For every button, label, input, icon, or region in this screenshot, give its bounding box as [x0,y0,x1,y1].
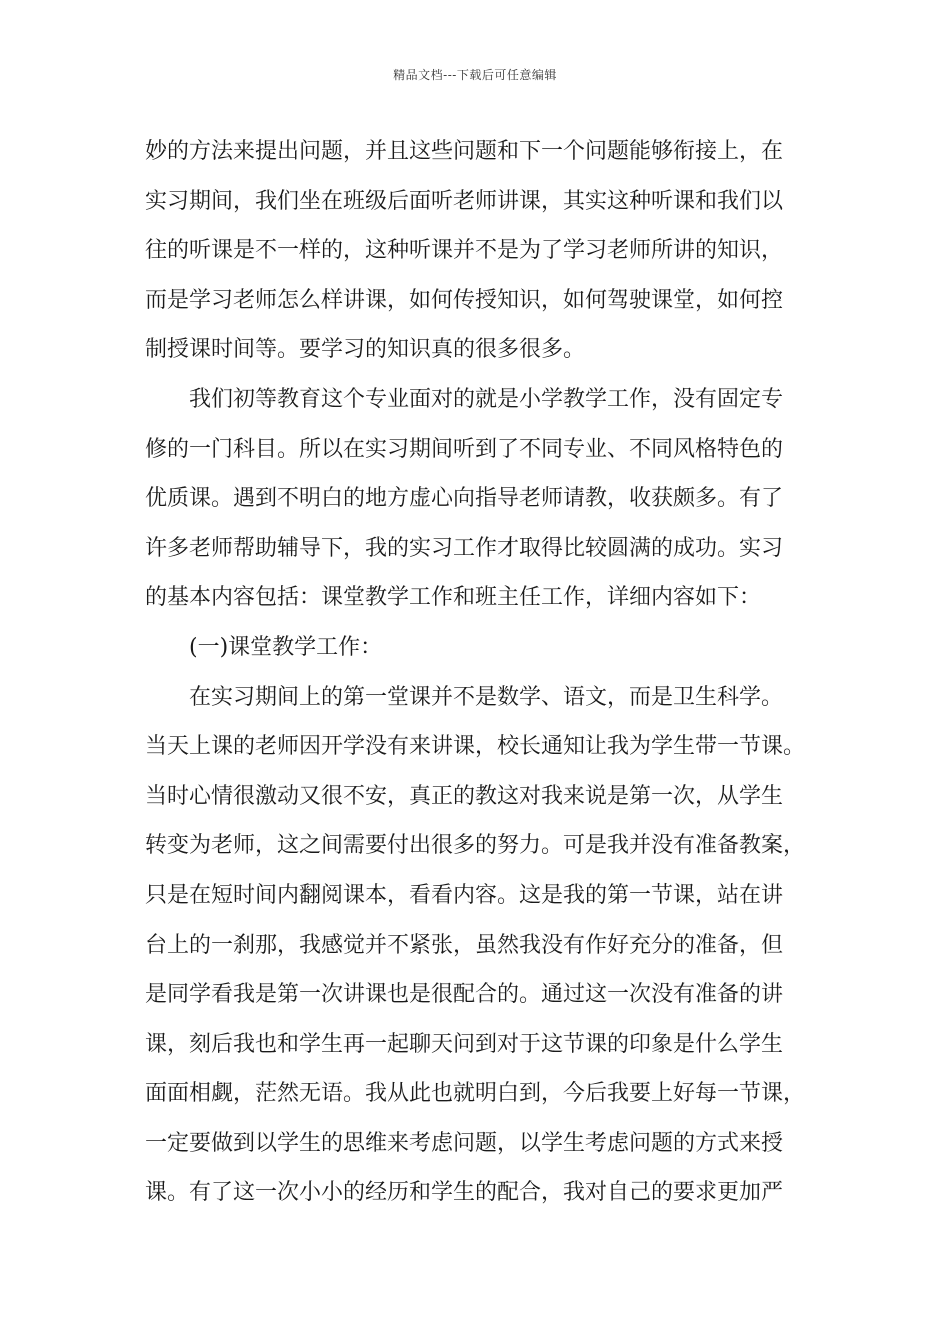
document-body [145,132,810,1223]
text-line: 制授课时间等。要学习的知识真的很多很多。 [145,337,586,363]
text-line: 课。有了这一次小小的经历和学生的配合，我对自己的要求更加严 [145,1180,784,1206]
text-line: 优质课。遇到不明白的地方虚心向指导老师请教，收获颇多。有了 [145,486,784,512]
text-line: 实习期间，我们坐在班级后面听老师讲课，其实这种听课和我们以 [145,188,784,214]
text-line: 课，刻后我也和学生再一起聊天问到对于这节课的印象是什么学生 [145,1031,784,1057]
text-line: 是同学看我是第一次讲课也是很配合的。通过这一次没有准备的讲 [145,982,784,1008]
text-line: 许多老师帮助辅导下，我的实习工作才取得比较圆满的成功。实习 [145,535,784,561]
text-line: 而是学习老师怎么样讲课，如何传授知识，如何驾驶课堂，如何控 [145,287,784,313]
text-line: (一)课堂教学工作： [189,634,383,660]
text-line: 修的一门科目。所以在实习期间听到了不同专业、不同风格特色的 [145,436,784,462]
text-line: 转变为老师，这之间需要付出很多的努力。可是我并没有准备教案， [145,833,806,859]
text-line: 当天上课的老师因开学没有来讲课，校长通知让我为学生带一节课。 [145,734,806,760]
text-line: 妙的方法来提出问题，并且这些问题和下一个问题能够衔接上，在 [145,139,784,164]
text-line: 面面相觑，茫然无语。我从此也就明白到，今后我要上好每一节课， [145,1081,806,1107]
text-line: 我们初等教育这个专业面对的就是小学教学工作，没有固定专 [189,386,784,412]
text-line: 只是在短时间内翻阅课本，看看内容。这是我的第一节课，站在讲 [145,882,784,908]
text-line: 的基本内容包括：课堂教学工作和班主任工作，详细内容如下： [145,585,762,611]
text-line: 台上的一刹那，我感觉并不紧张，虽然我没有作好充分的准备，但 [145,932,784,958]
text-line: 在实习期间上的第一堂课并不是数学、语文，而是卫生科学。 [189,684,784,710]
text-line: 往的听课是不一样的，这种听课并不是为了学习老师所讲的知识， [145,238,784,264]
text-line: 当时心情很激动又很不安，真正的教这对我来说是第一次，从学生 [145,783,784,809]
page-header: 精品文档---下载后可任意编辑 [393,68,557,82]
text-line: 一定要做到以学生的思维来考虑问题，以学生考虑问题的方式来授 [145,1130,784,1156]
